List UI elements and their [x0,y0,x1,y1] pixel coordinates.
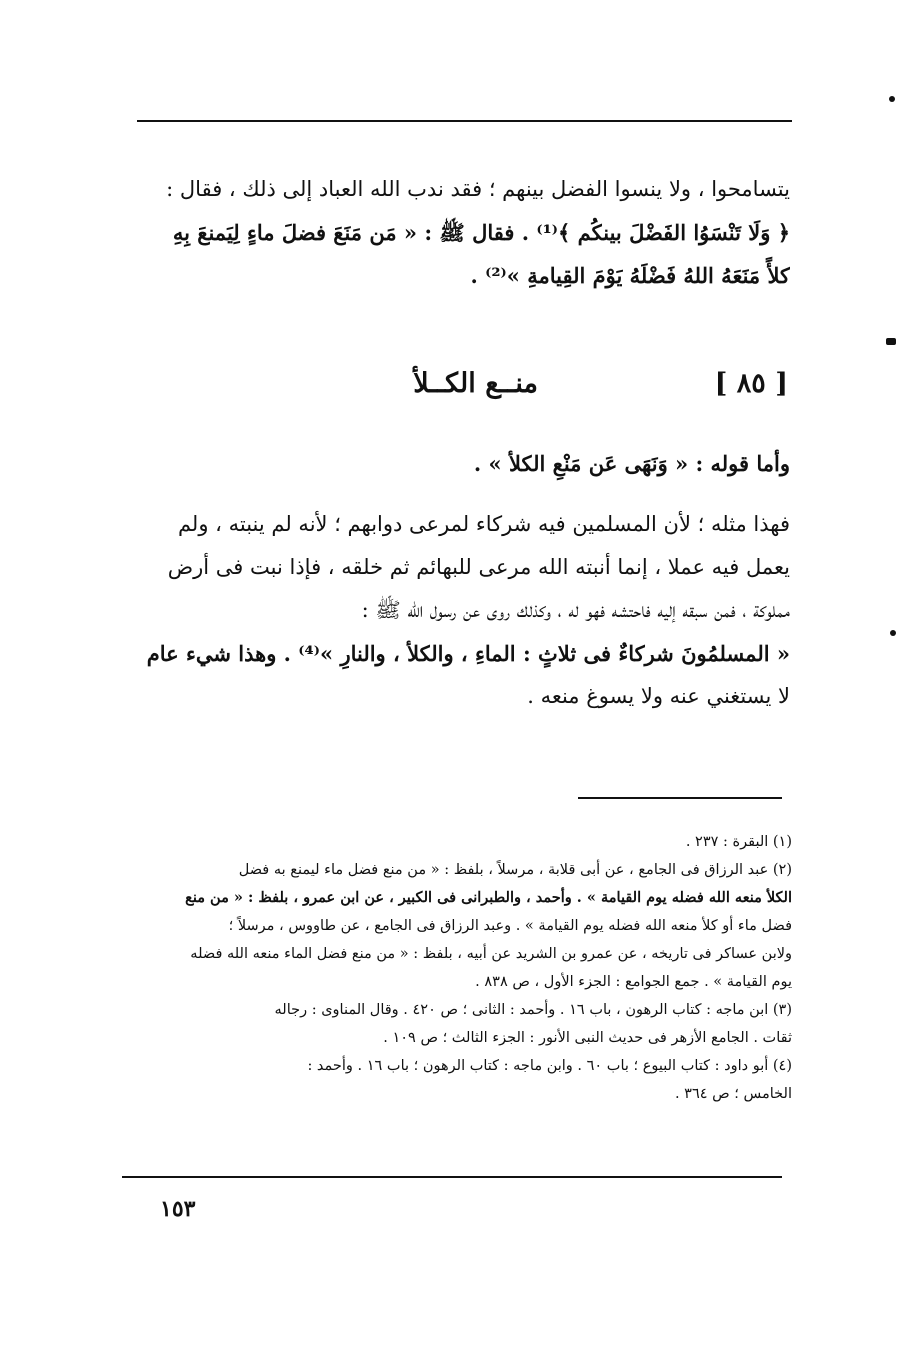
section-heading [360,362,800,406]
footnote-separator [578,797,782,799]
footnote-line-10: الخامس ؛ ص ٣٦٤ . [674,1086,792,1102]
margin-speck [889,96,895,102]
intro-paragraph [128,168,790,297]
footnote-line-1: (١) البقرة : ٢٣٧ . [685,834,792,850]
body-line-1: فهذا مثله ؛ لأن المسلمين فيه شركاء لمرعى دوابهم ؛ لأنه لم ينبته ، ولم [177,512,790,536]
body-paragraph [128,503,790,718]
quote-paragraph [128,442,790,485]
intro-line-3: كلأً مَنَعَهُ اللهُ فَضْلَهُ يَوْمَ القِيامةِ »⁽²⁾ . [470,263,790,288]
top-rule [137,120,792,122]
footnote-line-4: فضل ماء أو كلأ منعه الله فضله يوم القيامة » . وعبد الرزاق فى الجامع ، عن طاووس ، مرسلاً ؛ [228,918,792,934]
intro-line-1: يتسامحوا ، ولا ينسوا الفضل بينهم ؛ فقد ندب الله العباد إلى ذلك ، فقال : [166,177,790,201]
footnote-line-2: (٢) عبد الرزاق فى الجامع ، عن أبى قلابة ، مرسلاً ، بلفظ : « من منع فضل ماء ليمنع به فضل [238,862,792,878]
quote-line: وأما قوله : « وَنَهَى عَن مَنْعِ الكلأ » . [473,451,790,476]
margin-speck [886,338,896,345]
footnote-line-3: الكلأ منعه الله فضله يوم القيامة » . وأحمد ، والطبرانى فى الكبير ، عن ابن عمرو ، بلفظ : « من منع [185,889,792,906]
section-title: منــع الكــلأ [413,368,538,399]
margin-speck [890,630,896,636]
intro-line-2: ﴿ وَلَا تَنْسَوُا الفَضْلَ بينكُم ﴾⁽¹⁾ . فقال ﷺ : « مَن مَنَعَ فضلَ ماءٍ لِيَمنعَ بِهِ [172,220,790,245]
footnotes [120,828,792,1108]
body-line-3: مملوكة ، فمن سبقه إليه فاحتشه فهو له ، وكذلك روى عن رسول الله ﷺ : [361,598,790,622]
section-number: [ ٨٥ ] [714,368,788,399]
footnote-line-9: (٤) أبو داود : كتاب البيوع ؛ باب ٦٠ . وابن ماجه : كتاب الرهون ؛ باب ١٦ . وأحمد : [307,1058,792,1074]
body-line-2: يعمل فيه عملا ، إنما أنبته الله مرعى للبهائم ثم خلقه ، فإذا نبت فى أرض [167,555,790,579]
body-line-5: لا يستغني عنه ولا يسوغ منعه . [527,684,790,708]
body-line-4: « المسلمُونَ شركاءٌ فى ثلاثٍ : الماءِ ، والكلأ ، والنارِ »⁽⁴⁾ . وهذا شيء عام [146,641,790,666]
footnote-line-6: يوم القيامة » . جمع الجوامع : الجزء الأول ، ص ٨٣٨ . [475,974,792,990]
bottom-rule [122,1176,782,1178]
page-number: ١٥٣ [160,1196,196,1222]
footnote-line-8: ثقات . الجامع الأزهر فى حديث النبى الأنور : الجزء الثالث ؛ ص ١٠٩ . [383,1030,792,1046]
footnote-line-5: ولابن عساكر فى تاريخه ، عن عمرو بن الشريد عن أبيه ، بلفظ : « من منع فضل الماء منعه الله فضله [190,946,792,962]
footnote-line-7: (٣) ابن ماجه : كتاب الرهون ، باب ١٦ . وأحمد : الثانى ؛ ص ٤٢٠ . وقال المناوى : رجاله [274,1002,792,1018]
